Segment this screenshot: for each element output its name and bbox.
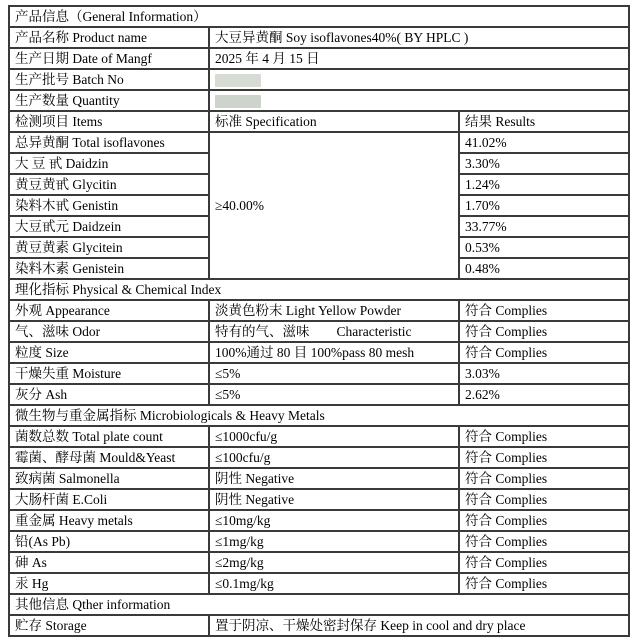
spec-cell: 特有的气、滋味 Characteristic: [209, 321, 459, 342]
item-cell: 砷 As: [9, 552, 209, 573]
result-cell: 33.77%: [459, 216, 629, 237]
info-value: [209, 69, 629, 90]
result-cell: 符合 Complies: [459, 510, 629, 531]
item-cell: 汞 Hg: [9, 573, 209, 594]
result-cell: 3.03%: [459, 363, 629, 384]
info-label: 产品名称 Product name: [9, 27, 209, 48]
test-row: [9, 489, 629, 510]
item-cell: 染料木甙 Genistin: [9, 195, 209, 216]
result-cell: 符合 Complies: [459, 447, 629, 468]
test-row: [9, 342, 629, 363]
item-cell: 大 豆 甙 Daidzin: [9, 153, 209, 174]
test-row: [9, 300, 629, 321]
item-cell: 致病菌 Salmonella: [9, 468, 209, 489]
test-row: [9, 321, 629, 342]
info-label: 贮存 Storage: [9, 615, 209, 636]
results-column-header: 结果 Results: [459, 111, 629, 132]
item-cell: 铅(As Pb): [9, 531, 209, 552]
result-cell: 2.62%: [459, 384, 629, 405]
test-row: [9, 363, 629, 384]
result-cell: 符合 Complies: [459, 342, 629, 363]
test-row: [9, 573, 629, 594]
spec-cell: ≤10mg/kg: [209, 510, 459, 531]
result-cell: 1.24%: [459, 174, 629, 195]
result-cell: 符合 Complies: [459, 531, 629, 552]
section-header-row: [9, 279, 629, 300]
spec-cell: 阴性 Negative: [209, 489, 459, 510]
section-header-row: [9, 6, 629, 27]
coa-table: [8, 5, 630, 637]
section-header-row: [9, 594, 629, 615]
item-cell: 干燥失重 Moisture: [9, 363, 209, 384]
spec-cell: ≤5%: [209, 384, 459, 405]
result-cell: 1.70%: [459, 195, 629, 216]
info-label: 生产数量 Quantity: [9, 90, 209, 111]
result-cell: 0.48%: [459, 258, 629, 279]
spec-cell: 阴性 Negative: [209, 468, 459, 489]
item-cell: 灰分 Ash: [9, 384, 209, 405]
info-value: 大豆异黄酮 Soy isoflavones40%( BY HPLC ): [209, 27, 629, 48]
spec-column-header: 标准 Specification: [209, 111, 459, 132]
test-row: [9, 468, 629, 489]
result-cell: 符合 Complies: [459, 300, 629, 321]
spec-cell: ≤1mg/kg: [209, 531, 459, 552]
section-header: 产品信息（General Information）: [9, 6, 629, 27]
test-row: [9, 426, 629, 447]
result-cell: 符合 Complies: [459, 573, 629, 594]
items-column-header: 检测项目 Items: [9, 111, 209, 132]
test-row: [9, 531, 629, 552]
item-cell: 染料木素 Genistein: [9, 258, 209, 279]
item-cell: 大肠杆菌 E.Coli: [9, 489, 209, 510]
redacted-value-box: [215, 95, 261, 108]
info-value: 2025 年 4 月 15 日: [209, 48, 629, 69]
spec-cell-merged: ≥40.00%: [209, 132, 459, 279]
item-cell: 黄豆黄甙 Glycitin: [9, 174, 209, 195]
result-cell: 符合 Complies: [459, 321, 629, 342]
item-cell: 菌数总数 Total plate count: [9, 426, 209, 447]
spec-cell: 淡黄色粉末 Light Yellow Powder: [209, 300, 459, 321]
item-cell: 重金属 Heavy metals: [9, 510, 209, 531]
result-cell: 符合 Complies: [459, 489, 629, 510]
info-row: [9, 90, 629, 111]
result-cell: 3.30%: [459, 153, 629, 174]
spec-cell: ≤100cfu/g: [209, 447, 459, 468]
section-header: 微生物与重金属指标 Microbiologicals & Heavy Metals: [9, 405, 629, 426]
item-cell: 粒度 Size: [9, 342, 209, 363]
item-cell: 霉菌、酵母菌 Mould&Yeast: [9, 447, 209, 468]
item-cell: 气、滋味 Odor: [9, 321, 209, 342]
item-cell: 黄豆黄素 Glycitein: [9, 237, 209, 258]
info-row: [9, 27, 629, 48]
info-label: 生产日期 Date of Mangf: [9, 48, 209, 69]
spec-cell: ≤1000cfu/g: [209, 426, 459, 447]
test-row: [9, 510, 629, 531]
result-cell: 41.02%: [459, 132, 629, 153]
info-row: [9, 48, 629, 69]
result-cell: 符合 Complies: [459, 468, 629, 489]
info-row: [9, 69, 629, 90]
item-cell: 外观 Appearance: [9, 300, 209, 321]
result-cell: 符合 Complies: [459, 552, 629, 573]
info-value: 置于阴凉、干燥处密封保存 Keep in cool and dry place: [209, 615, 629, 636]
assay-row: [9, 132, 629, 153]
spec-cell: ≤2mg/kg: [209, 552, 459, 573]
section-header-row: [9, 405, 629, 426]
storage-row: [9, 615, 629, 636]
item-cell: 总异黄酮 Total isoflavones: [9, 132, 209, 153]
info-label: 生产批号 Batch No: [9, 69, 209, 90]
test-row: [9, 447, 629, 468]
test-row: [9, 384, 629, 405]
spec-cell: ≤5%: [209, 363, 459, 384]
section-header: 其他信息 Qther information: [9, 594, 629, 615]
info-value: [209, 90, 629, 111]
item-cell: 大豆甙元 Daidzein: [9, 216, 209, 237]
redacted-value-box: [215, 74, 261, 87]
result-cell: 符合 Complies: [459, 426, 629, 447]
section-header: 理化指标 Physical & Chemical Index: [9, 279, 629, 300]
column-header-row: [9, 111, 629, 132]
spec-cell: 100%通过 80 目 100%pass 80 mesh: [209, 342, 459, 363]
result-cell: 0.53%: [459, 237, 629, 258]
spec-cell: ≤0.1mg/kg: [209, 573, 459, 594]
test-row: [9, 552, 629, 573]
